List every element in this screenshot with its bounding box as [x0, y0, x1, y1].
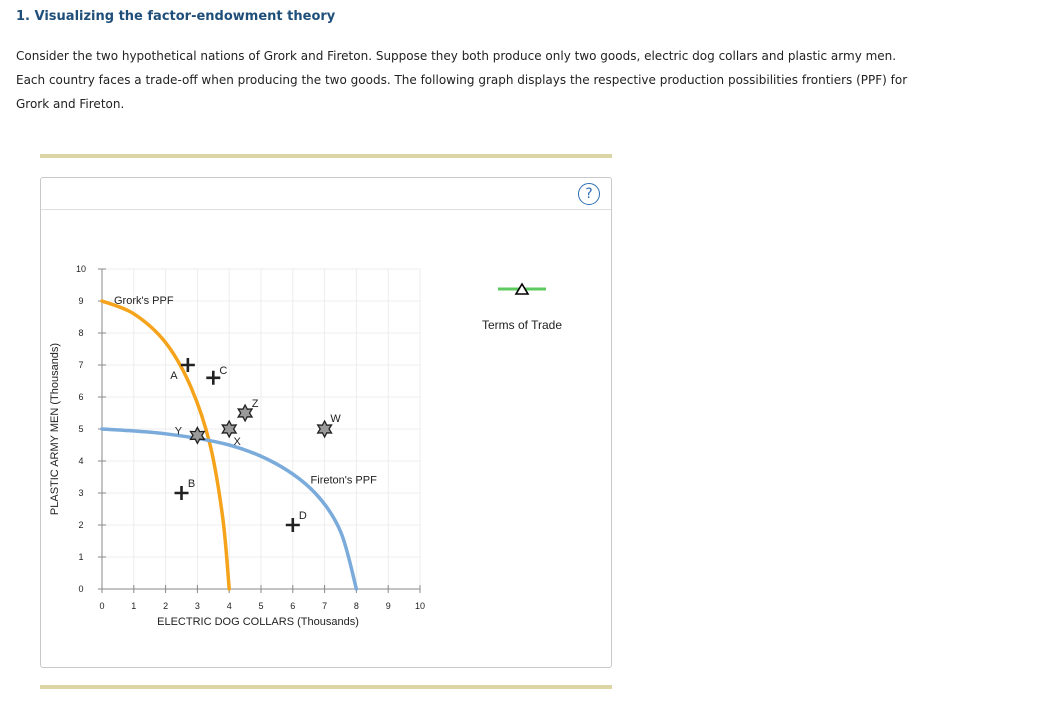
y-tick-label: 6 [78, 392, 84, 402]
point-y [175, 425, 205, 443]
plus-marker-icon [286, 518, 300, 532]
x-tick-label: 9 [385, 601, 391, 611]
question-title: 1. Visualizing the factor-endowment theory [16, 9, 336, 24]
point-w [318, 413, 342, 437]
x-tick-label: 10 [414, 601, 426, 611]
bottom-divider [40, 685, 612, 689]
x-tick-label: 5 [258, 601, 264, 611]
x-tick-label: 3 [194, 601, 200, 611]
plus-marker-icon [175, 486, 189, 500]
axes [76, 264, 425, 611]
question-circle-icon[interactable]: ? [578, 183, 600, 205]
points [170, 358, 341, 532]
y-tick-label: 5 [78, 424, 84, 434]
y-tick-label: 1 [78, 552, 84, 562]
point-label: Y [174, 425, 183, 438]
point-label: B [187, 478, 196, 490]
intro-line-2: Each country faces a trade-off when producing the two goods. The following graph displays the respective production possibilities frontiers (PPF) for [16, 73, 908, 87]
grid [102, 269, 420, 589]
y-tick-label: 10 [75, 264, 87, 274]
star-marker-icon [238, 405, 252, 421]
point-label: X [233, 436, 241, 448]
terms-of-trade-label: Terms of Trade [481, 318, 563, 332]
point-label: W [330, 413, 341, 425]
x-tick-label: 1 [131, 601, 137, 611]
x-tick-label: 7 [322, 601, 328, 611]
point-b [175, 478, 196, 500]
star-marker-icon [222, 421, 236, 437]
y-tick-label: 7 [78, 360, 84, 370]
x-axis-label: ELECTRIC DOG COLLARS (Thousands) [157, 616, 359, 628]
x-tick-label: 4 [226, 601, 232, 611]
x-tick-label: 6 [290, 601, 296, 611]
y-tick-label: 4 [78, 456, 84, 466]
point-d [286, 510, 307, 532]
point-label: D [298, 510, 307, 522]
series-label-1: Fireton's PPF [310, 474, 377, 487]
legend [482, 284, 562, 332]
y-tick-label: 3 [78, 488, 84, 498]
x-tick-label: 8 [353, 601, 359, 611]
plus-marker-icon [206, 371, 220, 385]
y-tick-label: 9 [78, 296, 84, 306]
y-tick-label: 2 [78, 520, 84, 530]
x-tick-label: 2 [163, 601, 169, 611]
y-tick-label: 8 [78, 328, 84, 338]
y-axis-label: PLASTIC ARMY MEN (Thousands) [49, 342, 61, 516]
point-label: Z [251, 398, 259, 410]
point-label: A [170, 370, 178, 382]
star-marker-icon [190, 427, 204, 443]
point-z [238, 398, 259, 421]
point-label: C [219, 364, 228, 377]
x-tick-label: 0 [99, 601, 105, 611]
point-c [206, 365, 227, 385]
y-tick-label: 0 [78, 584, 84, 594]
intro-line-3: Grork and Fireton. [16, 97, 125, 111]
intro-line-1: Consider the two hypothetical nations of Grork and Fireton. Suppose they both produce only two goods, electric dog collars and plastic army men. [16, 49, 897, 63]
series-label-0: Grork's PPF [114, 295, 174, 307]
